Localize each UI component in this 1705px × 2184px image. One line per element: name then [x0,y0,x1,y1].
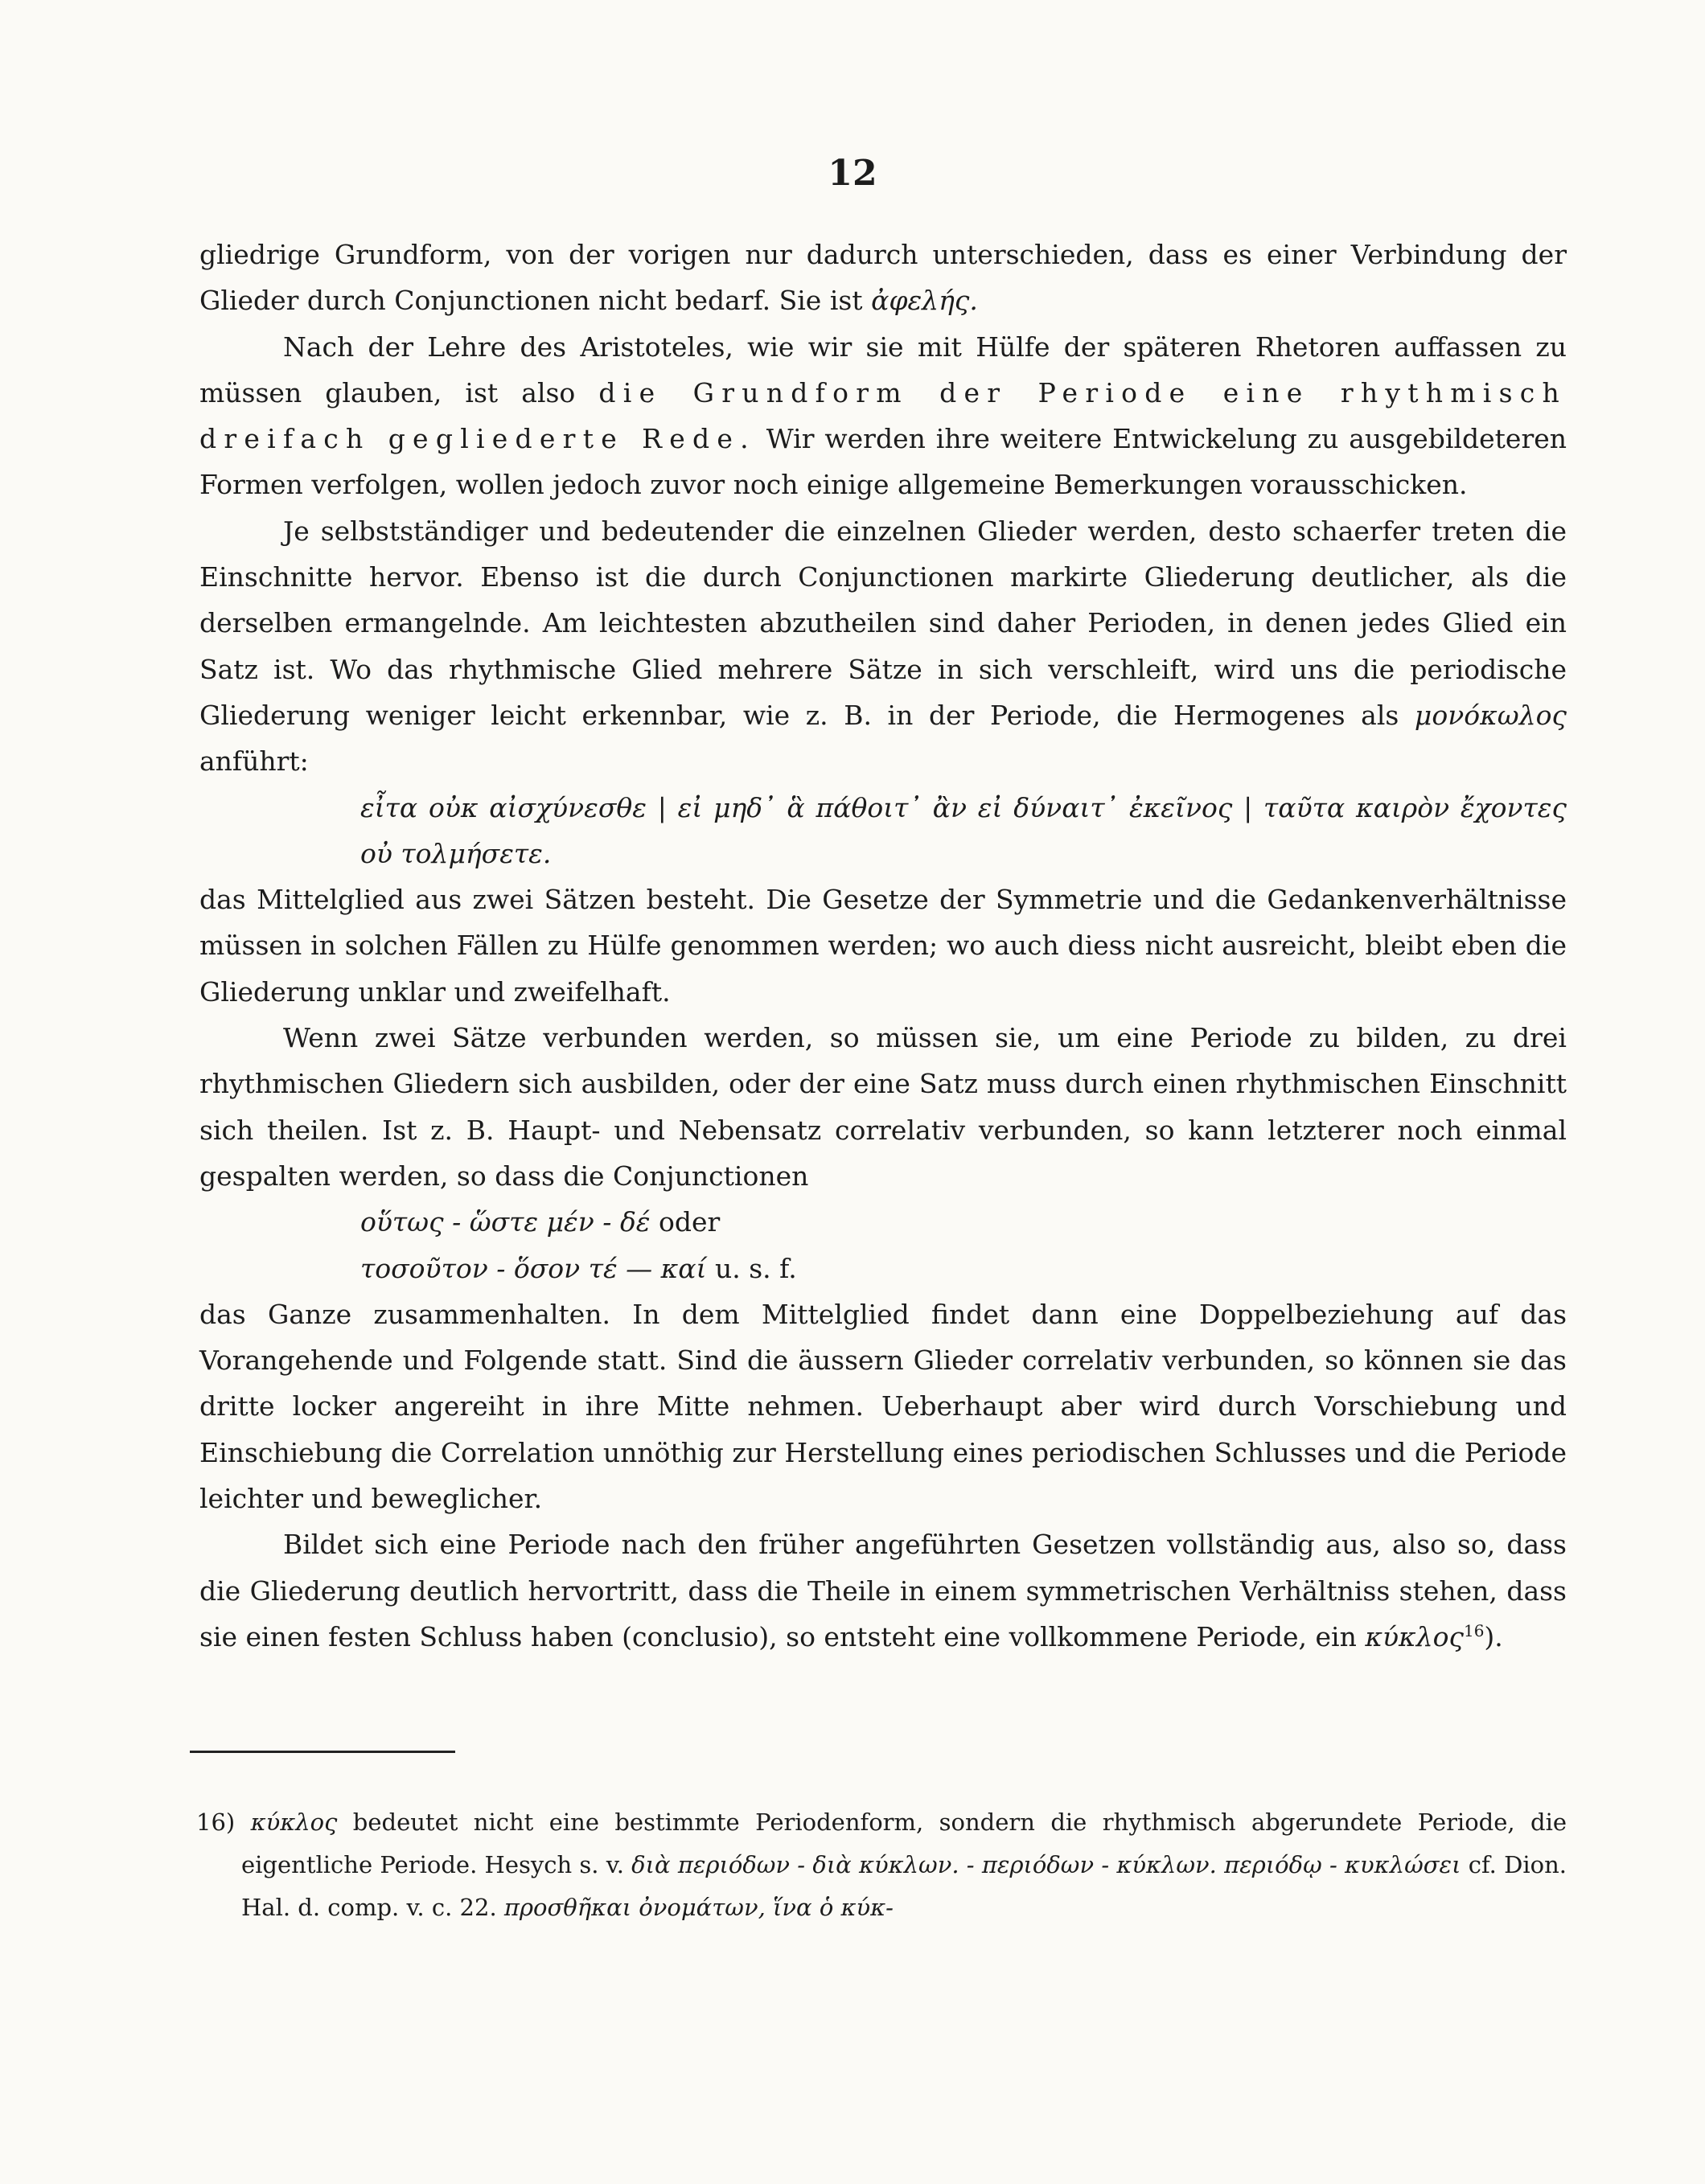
paragraph-1-text: gliedrige Grundform, von der vorigen nur dadurch unterschieden, dass es einer Verbindung der Glieder durch Conjunctionen nicht bedarf. Sie ist [199,239,1567,317]
paragraph-3-text: Je selbstständiger und bedeutender die einzelnen Glieder werden, desto schaerfer treten die Einschnitte hervor. Ebenso ist die durch Conjunctionen markirte Gliederung deutlicher, als die derselben ermangelnde. Am leichtesten abzutheilen sind daher Perioden, in denen jedes Glied ein Satz ist. Wo das rhythmische Glied mehrere Sätze in sich verschleift, wird uns die periodische Gliederung weniger leicht erkennbar, wie z. B. in der Periode, die Hermogenes als [199,515,1567,731]
example-line-1 [199,1199,1567,1245]
example-1-greek: οὕτως - ὥστε μέν - δέ [360,1206,651,1238]
example-2-text: u. s. f. [715,1252,797,1284]
greek-term-apheles: ἀφελής. [871,285,978,317]
paragraph-7-text: Bildet sich eine Periode nach den früher angeführten Gesetzen vollständig aus, also so, dass die Gliederung deutlich hervortritt, dass die Theile in einem symmetrischen Verhältniss stehen, dass sie einen festen Schluss haben (conclusio), so entsteht eine vollkommene Periode, ein [199,1529,1567,1652]
footnote-greek-1: κύκλος [250,1808,338,1836]
footnote-text [196,1801,1567,1929]
example-2-greek: τοσοῦτον - ὅσον τέ — καί [360,1252,707,1284]
footnote-text-2: cf. Dion. Hal. d. comp. v. c. 22. [241,1851,1567,1921]
example-1-text: oder [659,1206,721,1238]
footnote-greek-2: διὰ περιόδων - διὰ κύκλων. - περιόδων - κύκλων. περιόδῳ - κυκλώσει [631,1851,1461,1878]
paragraph-3-end: anführt: [199,745,309,778]
paragraph-6: das Ganze zusammenhalten. In dem Mittelglied findet dann eine Doppelbeziehung auf das Vorangehende und Folgende statt. Sind die äussern Glieder correlativ verbunden, so können sie das dritte locker angereiht in ihre Mitte nehmen. Ueberhaupt aber wird durch Vorschiebung und Einschiebung die Correlation unnöthig zur Herstellung eines periodischen Schlusses und die Periode leichter und beweglicher. [199,1298,1567,1515]
paragraph-4: das Mittelglied aus zwei Sätzen besteht. Die Gesetze der Symmetrie und die Gedankenverhältnisse müssen in solchen Fällen zu Hülfe genommen werden; wo auch diess nicht ausreicht, bleibt eben die Gliederung unklar und zweifelhaft. [199,884,1567,1008]
body-text [199,232,1567,1660]
footnote-greek-3: προσθῆκαι ὀνομάτων, ἵνα ὁ κύκ- [503,1894,894,1921]
spaced-definition: die Grundform der Periode eine rhythmisch dreifach gegliederte Rede. [199,376,1567,455]
paragraph-3 [199,508,1567,785]
paragraph-7-end: ). [1484,1620,1503,1652]
footnote-mark: 16) [196,1808,236,1836]
greek-quotation: εἶτα οὐκ αἰσχύνεσθε | εἰ μηδ᾽ ἃ πάθοιτ᾽ ἂν εἰ δύναιτ᾽ ἐκεῖνος | ταῦτα καιρὸν ἔχοντες οὐ τολμήσετε. [360,791,1567,869]
page-number: 12 [828,153,877,194]
paragraph-5: Wenn zwei Sätze verbunden werden, so müssen sie, um eine Periode zu bilden, zu drei rhythmischen Gliedern sich ausbilden, oder der eine Satz muss durch einen rhythmischen Einschnitt sich theilen. Ist z. B. Haupt- und Nebensatz correlativ verbunden, so kann letzterer noch einmal gespalten werden, so dass die Conjunctionen [199,1022,1567,1192]
greek-term-monokolos: μονόκωλος [1414,699,1567,731]
paragraph-7 [199,1521,1567,1660]
paragraph-2-text-a: Nach der Lehre des Aristoteles, wie wir sie mit Hülfe der späteren Rhetoren auffassen zu müssen glauben, ist also [199,330,1567,408]
paragraph-2 [199,324,1567,508]
example-line-2 [199,1246,1567,1291]
footnote-16 [196,1801,1567,1929]
footnote-text-1: bedeutet nicht eine bestimmte Periodenform, sondern die rhythmisch abgerundete Periode, die eigentliche Periode. Hesych s. v. [241,1808,1567,1878]
greek-term-kyklos: κύκλος [1365,1620,1464,1652]
paragraph-1 [199,232,1567,324]
paragraph-2-text-b: Wir werden ihre weitere Entwickelung zu ausgebildeteren Formen verfolgen, wollen jedoch zuvor noch einige allgemeine Bemerkungen vorausschicken. [199,423,1567,501]
footnote-reference[interactable]: 16 [1463,1620,1485,1640]
footnote-divider [190,1751,455,1753]
